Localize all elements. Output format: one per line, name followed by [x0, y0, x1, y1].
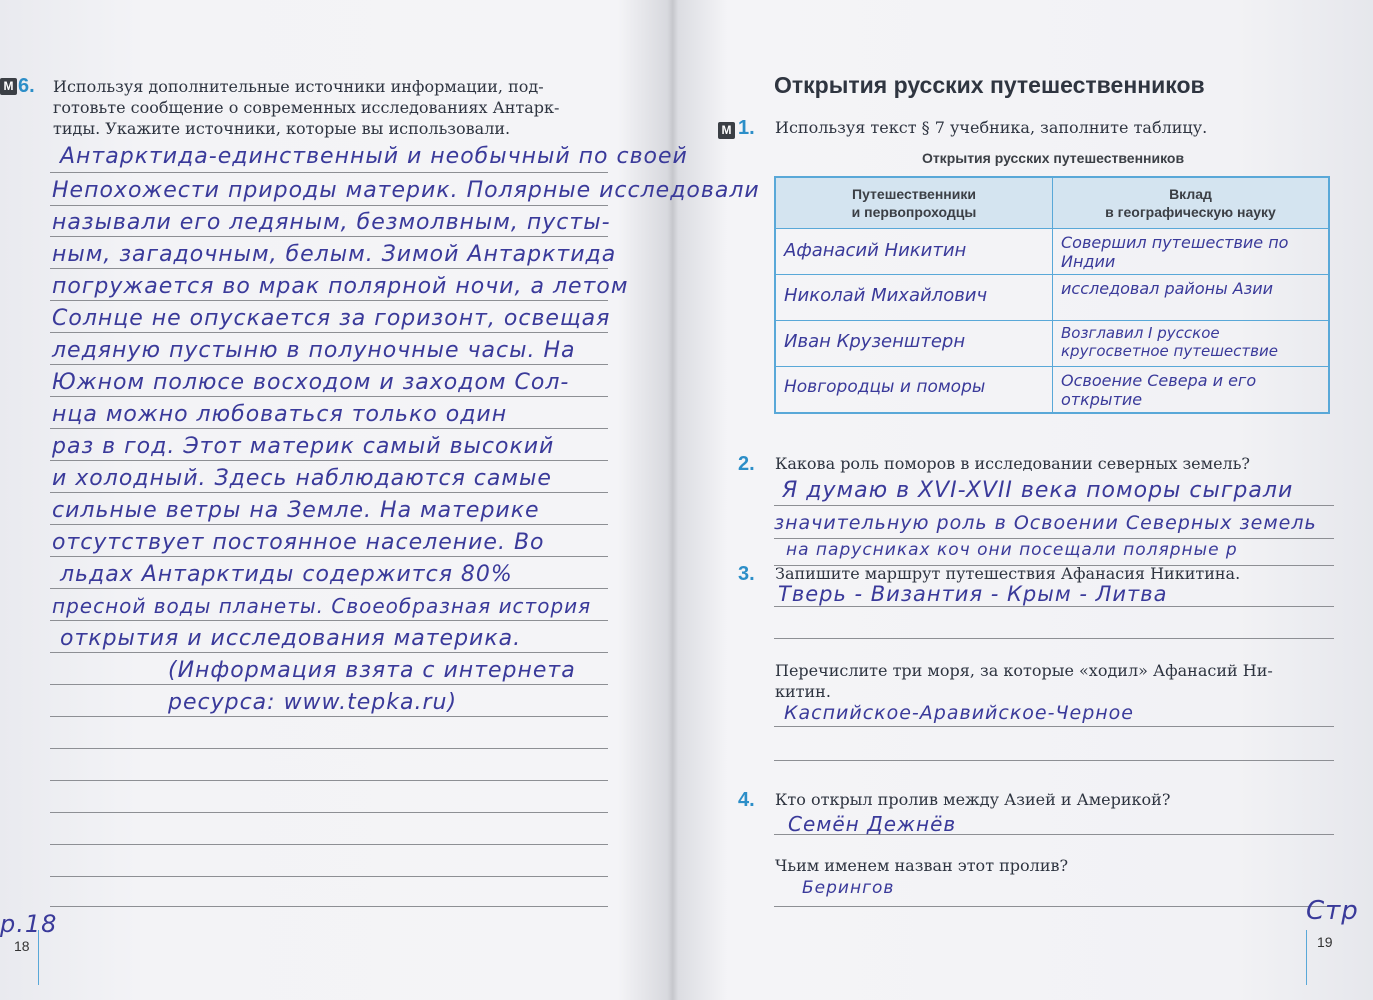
task-2-number: 2. — [738, 453, 755, 475]
answer-line: сильные ветры на Земле. На материке — [52, 498, 540, 523]
answer-line: ным, загадочным, белым. Зимой Антарктида — [52, 242, 617, 267]
answer-line: Южном полюсе восходом и заходом Сол- — [52, 370, 570, 395]
answer-line: ледяную пустыню в полуночные часы. На — [52, 338, 576, 363]
task-6-number: 6. — [18, 75, 35, 97]
table-cell: Новгородцы и поморы — [775, 367, 1053, 414]
table-cell: Совершил путешествие по Индии — [1053, 229, 1330, 275]
task-2-prompt: Какова роль поморов в исследовании северных земель? — [775, 454, 1251, 473]
answer-line: нца можно любоваться только один — [52, 402, 508, 427]
task-4-answer: Семён Дежнёв — [788, 812, 957, 836]
answer-line: погружается во мрак полярной ночи, а летом — [52, 274, 629, 299]
answer-line: Непохожести природы материк. Полярные исследовали — [52, 178, 760, 203]
page-corner-rule — [1306, 930, 1307, 985]
table-cell: Николай Михайлович — [775, 275, 1053, 321]
m-badge-icon: М — [0, 78, 17, 95]
page-number: 18 — [14, 938, 30, 954]
table-header: Вклад в географическую науку — [1053, 177, 1330, 229]
answer-line: (Информация взята с интернета — [168, 658, 576, 683]
answer-line: отсутствует постоянное население. Во — [52, 530, 545, 555]
answer-line: ресурса: www.tepka.ru) — [168, 690, 458, 715]
task-3-prompt-2: Перечислите три моря, за которые «ходил» Афанасий Ни- китин. — [775, 661, 1273, 701]
task-3-prompt: Запишите маршрут путешествия Афанасия Никитина. — [775, 564, 1241, 583]
answer-line: называли его ледяным, безмолвным, пусты- — [52, 210, 611, 235]
table-cell: Афанасий Никитин — [775, 229, 1053, 275]
page-number: 19 — [1317, 934, 1333, 950]
page-title: Открытия русских путешественников — [774, 72, 1205, 98]
table-cell: исследовал районы Азии — [1053, 275, 1330, 321]
m-badge-icon: М — [718, 122, 735, 139]
task-2-answer-line: Я думаю в XVI-XVII века поморы сыграли — [782, 478, 1294, 503]
task-4-number: 4. — [738, 789, 755, 811]
margin-note: Стр — [1306, 896, 1359, 926]
table-cell: Освоение Севера и его открытие — [1053, 367, 1330, 414]
answer-line: пресной воды планеты. Своеобразная история — [52, 594, 592, 618]
answer-line: раз в год. Этот материк самый высокий — [52, 434, 555, 459]
task-4-prompt-2: Чьим именем назван этот пролив? — [775, 856, 1069, 875]
answer-line: льдах Антарктиды содержится 80% — [60, 562, 513, 587]
task-3-number: 3. — [738, 563, 755, 585]
task-6-prompt: Используя дополнительные источники информации, под- готовьте сообщение о современных исследованиях Антарк- тиды. Укажите источники, которые вы использовали. — [53, 77, 560, 138]
table-cell: Возглавил I русское кругосветное путешествие — [1053, 321, 1330, 367]
table-caption: Открытия русских путешественников — [921, 150, 1185, 166]
task-3-answer-2: Каспийское-Аравийское-Черное — [784, 702, 1134, 724]
task-1-number: 1. — [738, 117, 755, 139]
task-4-answer-2: Берингов — [802, 878, 895, 898]
margin-note: р.18 — [0, 910, 58, 938]
task-4-prompt: Кто открыл пролив между Азией и Америкой? — [775, 790, 1171, 809]
task-4-lines — [774, 0, 1334, 1000]
answer-line: Солнце не опускается за горизонт, освещая — [52, 306, 611, 331]
page-corner-rule — [38, 930, 39, 985]
task-3-answer: Тверь - Византия - Крым - Литва — [778, 582, 1168, 606]
answer-line: открытия и исследования материка. — [60, 626, 522, 651]
answer-line: и холодный. Здесь наблюдаются самые — [52, 466, 552, 491]
task-2-answer-line: значительную роль в Освоении Северных земель — [774, 512, 1317, 534]
task-2-answer-line: на парусниках коч они посещали полярные р — [786, 540, 1238, 560]
table-header: Путешественники и первопроходцы — [775, 177, 1053, 229]
answer-line: Антарктида-единственный и необычный по своей — [60, 144, 688, 169]
right-page — [676, 0, 1373, 1000]
task-1-prompt: Используя текст § 7 учебника, заполните таблицу. — [775, 118, 1208, 137]
table-cell: Иван Крузенштерн — [775, 321, 1053, 367]
